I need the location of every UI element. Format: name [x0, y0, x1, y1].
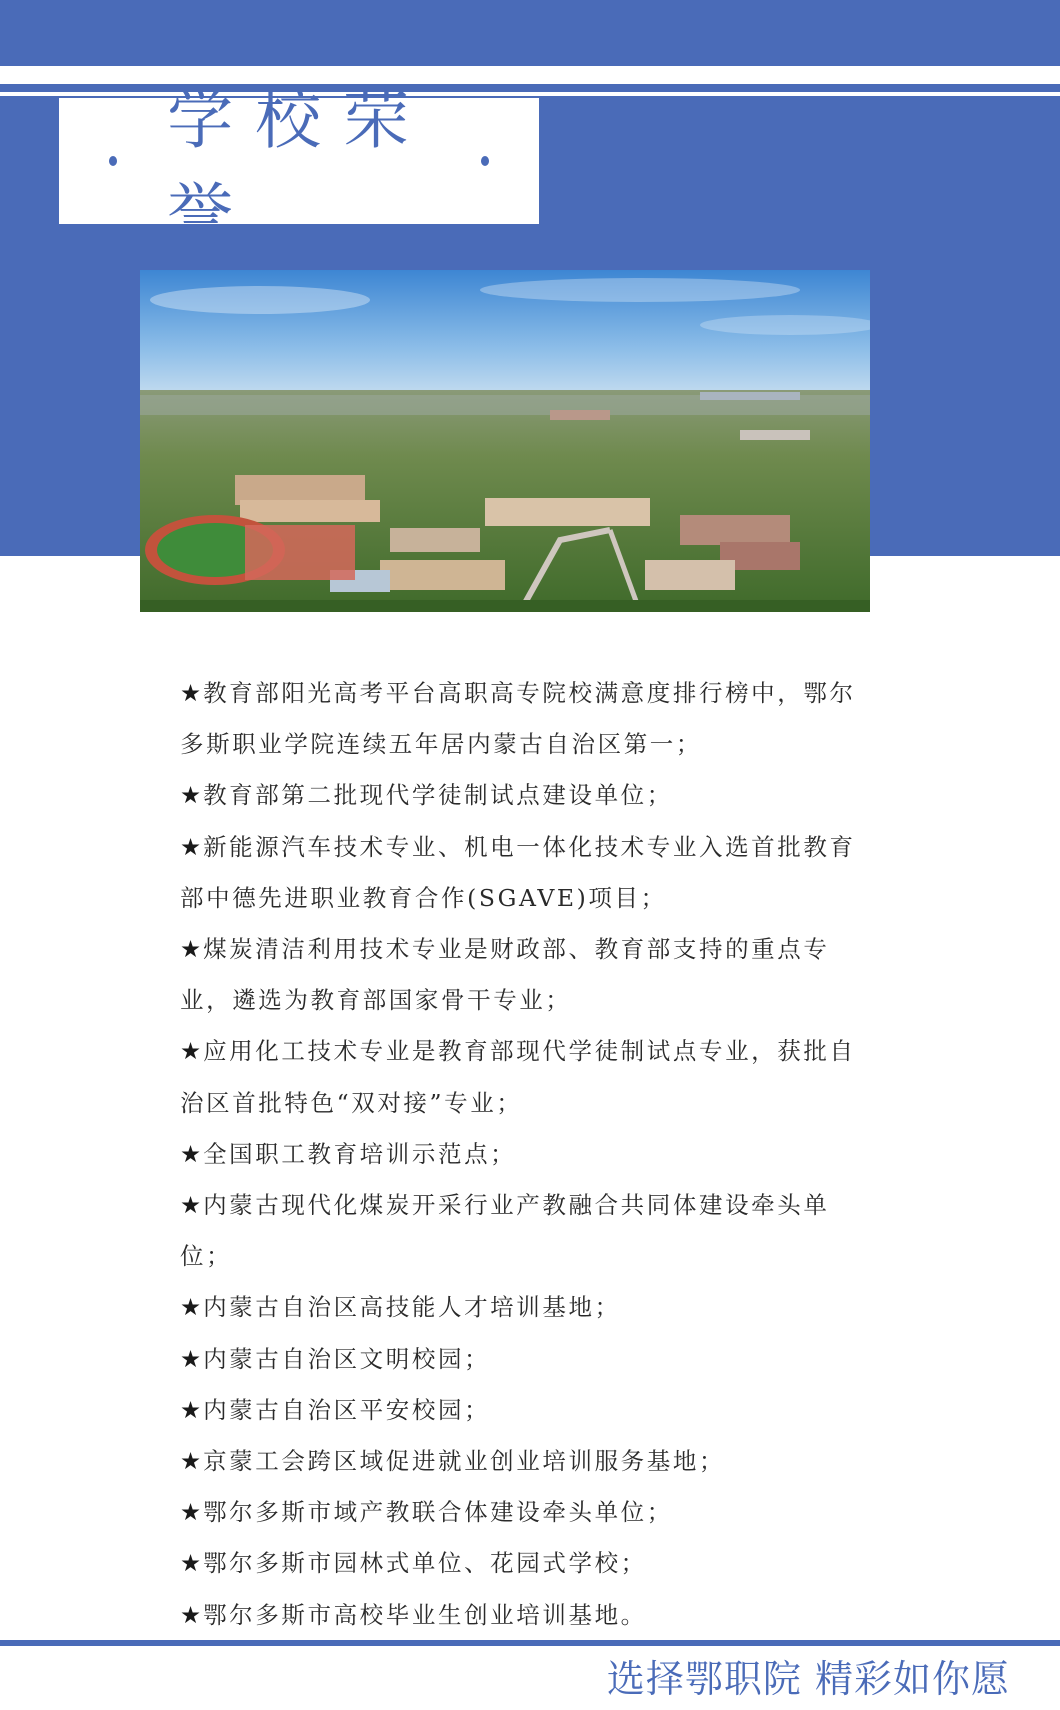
- honor-item: [180, 822, 880, 924]
- star-icon: ★: [180, 1498, 202, 1527]
- honor-text: 鄂尔多斯市域产教联合体建设牵头单位；: [203, 1498, 673, 1527]
- top-banner-bar: [0, 0, 1060, 66]
- honor-item: [180, 1590, 880, 1641]
- star-icon: ★: [180, 1447, 202, 1476]
- star-icon: ★: [180, 1344, 202, 1373]
- honor-text: 内蒙古现代化煤炭开采行业产教融合共同体建设牵头单位；: [180, 1191, 830, 1271]
- honor-text: 内蒙古自治区平安校园；: [203, 1395, 491, 1424]
- honors-list: [180, 668, 880, 1641]
- honor-text: 全国职工教育培训示范点；: [203, 1139, 517, 1168]
- campus-photo-illustration: [140, 270, 870, 612]
- honor-item: [180, 1487, 880, 1538]
- title-right-dot-icon: [481, 156, 489, 166]
- star-icon: ★: [180, 1549, 202, 1578]
- star-icon: ★: [180, 1395, 202, 1424]
- star-icon: ★: [180, 1191, 202, 1220]
- honor-item: [180, 924, 880, 1026]
- star-icon: ★: [180, 679, 202, 707]
- honor-item: [180, 1026, 880, 1128]
- star-icon: ★: [180, 1037, 202, 1066]
- honor-text: 新能源汽车技术专业、机电一体化技术专业入选首批教育部中德先进职业教育合作(SGAVE)项目；: [180, 832, 856, 912]
- honor-text: 煤炭清洁利用技术专业是财政部、教育部支持的重点专业，遴选为教育部国家骨干专业；: [180, 935, 830, 1015]
- campus-aerial-photo: [140, 270, 870, 612]
- honor-item: [180, 770, 880, 821]
- star-icon: ★: [180, 832, 202, 861]
- honor-item: [180, 1334, 880, 1385]
- honor-item: [180, 1129, 880, 1180]
- footer-divider: [0, 1640, 1060, 1646]
- star-icon: ★: [180, 1139, 202, 1168]
- honor-text: 应用化工技术专业是教育部现代学徒制试点专业，获批自治区首批特色“双对接”专业；: [180, 1037, 856, 1117]
- honor-item: [180, 1282, 880, 1333]
- honor-text: 教育部阳光高考平台高职高专院校满意度排行榜中，鄂尔多斯职业学院连续五年居内蒙古自治区第一；: [180, 679, 856, 759]
- title-box: [59, 81, 539, 253]
- decorative-stripe: [0, 84, 1060, 92]
- footer-slogan: 选择鄂职院 精彩如你愿: [606, 1657, 1010, 1701]
- honor-text: 教育部第二批现代学徒制试点建设单位；: [203, 781, 673, 810]
- star-icon: ★: [180, 781, 202, 810]
- honor-item: [180, 1385, 880, 1436]
- honor-text: 内蒙古自治区高技能人才培训基地；: [203, 1293, 621, 1322]
- page-title: 学校荣誉: [167, 81, 432, 253]
- honor-item: [180, 668, 880, 770]
- honor-text: 鄂尔多斯市高校毕业生创业培训基地。: [203, 1600, 647, 1629]
- honor-item: [180, 1436, 880, 1487]
- star-icon: ★: [180, 1293, 202, 1322]
- honor-text: 京蒙工会跨区域促进就业创业培训服务基地；: [203, 1447, 726, 1476]
- title-left-dot-icon: [109, 156, 117, 166]
- star-icon: ★: [180, 935, 202, 964]
- star-icon: ★: [180, 1600, 202, 1629]
- honor-text: 鄂尔多斯市园林式单位、花园式学校；: [203, 1549, 647, 1578]
- honor-item: [180, 1180, 880, 1282]
- honor-text: 内蒙古自治区文明校园；: [203, 1344, 491, 1373]
- honor-item: [180, 1538, 880, 1589]
